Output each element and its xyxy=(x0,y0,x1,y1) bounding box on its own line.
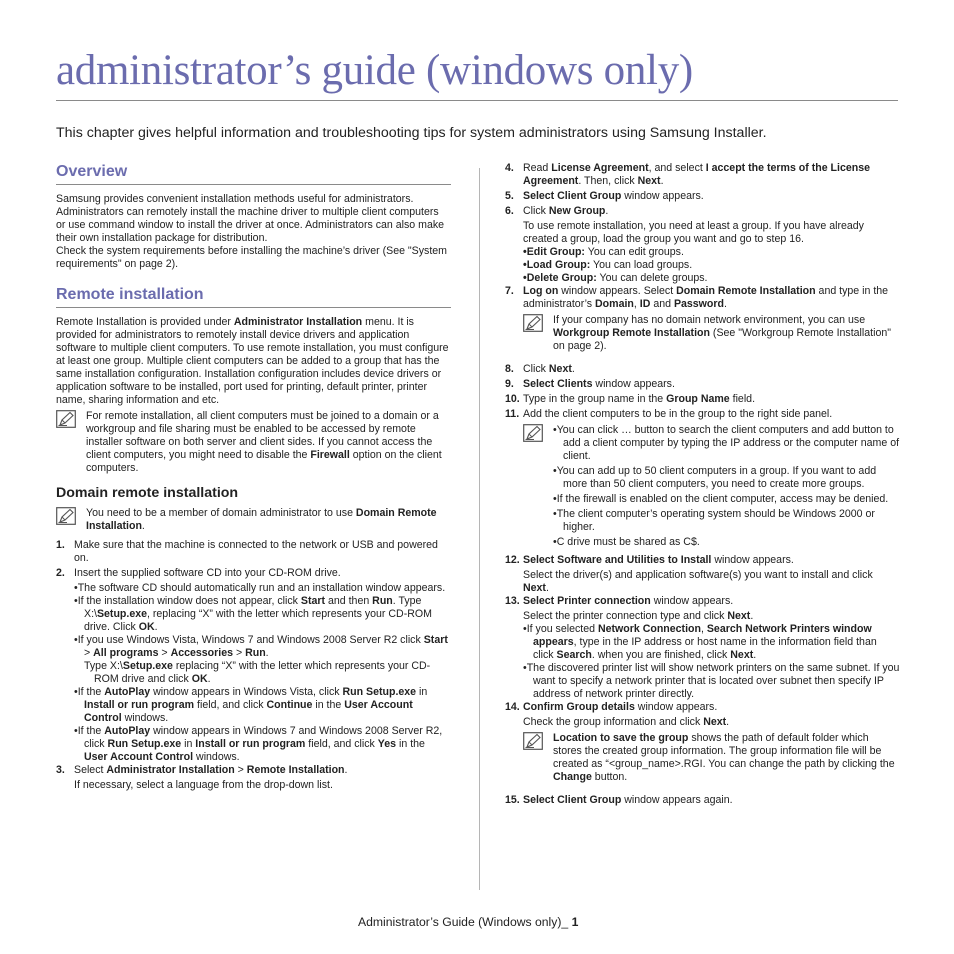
note-step-14 xyxy=(505,732,900,784)
column-divider xyxy=(479,168,480,890)
note-pencil-icon xyxy=(523,732,543,750)
step-14-detail: Check the group information and click Next. xyxy=(523,716,730,728)
step-2-bullet-1: •The software CD should automatically run and an installation window appears. xyxy=(74,582,446,594)
step-2-bullet-3: •If you use Windows Vista, Windows 7 and Windows 2008 Server R2 click Start > All programs > Accessories > Run. xyxy=(74,634,448,659)
step-1: 1. Make sure that the machine is connected to the network or USB and powered on. xyxy=(56,539,438,564)
note-pencil-icon xyxy=(523,314,543,332)
step-3: 3. Select Administrator Installation > Remote Installation. xyxy=(56,764,348,776)
step-2-bullet-3-continued: Type X:\Setup.exe replacing “X” with the letter which represents your CD-ROM drive and click OK. xyxy=(84,660,431,685)
step-13-detail: Select the printer connection type and click Next. xyxy=(523,610,754,622)
page-number: 1 xyxy=(571,915,579,929)
note-step-11 xyxy=(505,424,900,551)
step-2-bullet-2: •If the installation window does not appear, click Start and then Run. Type X:\Setup.exe, replacing “X” with the letter which represents your CD-ROM drive. Click OK. xyxy=(74,595,432,633)
note-step-7 xyxy=(505,314,900,353)
note-pencil-icon xyxy=(56,410,76,428)
group-delete: •Delete Group: You can delete groups. xyxy=(523,272,708,284)
note-step-11-item-2: •You can add up to 50 client computers in a group. If you want to add more than 50 client computers, you need to create more groups. xyxy=(553,465,877,490)
note-step-11-item-4: •The client computer’s operating system should be Windows 2000 or higher. xyxy=(553,508,875,533)
overview-paragraph-1: Samsung provides convenient installation methods useful for administrators. Administrators can remotely install the machine driver to multiple client computers or use command window to install the driver at once. Administrators can also make their own installation package for distribution. xyxy=(56,193,445,244)
step-10: 10. Type in the group name in the Group Name field. xyxy=(505,393,756,405)
overview-heading: Overview xyxy=(56,162,451,185)
step-4: 4. Read License Agreement, and select I accept the terms of the License Agreement. Then, click Next. xyxy=(505,162,871,187)
step-15: 15. Select Client Group window appears again. xyxy=(505,794,733,806)
step-2-bullet-4: •If the AutoPlay window appears in Windows Vista, click Run Setup.exe in Install or run program field, and click Continue in the User Account Control windows. xyxy=(74,686,428,724)
step-13-bullet-2: •The discovered printer list will show network printers on the same subnet. If you want to specify a network printer that is located over subnet then specify IP address of network printer directly. xyxy=(523,662,900,700)
note-step-11-item-3: •If the firewall is enabled on the client computer, access may be denied. xyxy=(553,493,889,505)
step-6-detail: To use remote installation, you need at least a group. If you have already created a group, load the group you want and go to step 16. xyxy=(523,220,864,245)
note-remote-text: For remote installation, all client computers must be joined to a domain or a workgroup and file sharing must be enabled to be accessed by remote installer software on both server and client sides. If you cannot access the client computers, you might need to disable the Firewall option on the client computers. xyxy=(86,410,442,474)
remote-installation-paragraph: Remote Installation is provided under Administrator Installation menu. It is provided for administrators to remotely install device drivers and application software to multiple client computers. To use remote installation, you must configure at least one group. Multiple client computers can be added to a group that has the same installation configuration. Installation configuration includes device drivers or application software to be installed, port used for printing, default printer, printer name, sharing information and etc. xyxy=(56,316,449,406)
remote-installation-heading: Remote installation xyxy=(56,285,451,308)
step-2: 2. Insert the supplied software CD into your CD-ROM drive. xyxy=(56,567,341,579)
step-9: 9. Select Clients window appears. xyxy=(505,378,675,390)
note-step-14-text: Location to save the group shows the path of default folder which stores the created group information. The group information file will be created as “<group_name>.RGI. You can change the path by clicking the Change button. xyxy=(553,732,895,783)
step-12: 12. Select Software and Utilities to Install window appears. xyxy=(505,554,794,566)
note-step-11-list xyxy=(553,424,900,551)
left-column xyxy=(56,162,451,792)
note-step-11-item-5: •C drive must be shared as C$. xyxy=(553,536,700,548)
note-domain xyxy=(56,507,451,533)
step-5: 5. Select Client Group window appears. xyxy=(505,190,704,202)
step-7: 7. Log on window appears. Select Domain Remote Installation and type in the administrator’s Domain, ID and Password. xyxy=(505,285,889,310)
note-pencil-icon xyxy=(56,507,76,525)
note-step-7-text: If your company has no domain network environment, you can use Workgroup Remote Installation (See "Workgroup Remote Installation" on page 2). xyxy=(553,314,891,352)
step-6: 6. Click New Group. xyxy=(505,205,609,217)
page-title: administrator’s guide (windows only) xyxy=(56,47,693,94)
note-step-11-item-1: •You can click … button to search the client computers and add button to add a client computer by typing the IP address or the computer name of client. xyxy=(553,424,900,462)
group-load: •Load Group: You can load groups. xyxy=(523,259,693,271)
group-edit: •Edit Group: You can edit groups. xyxy=(523,246,684,258)
step-14: 14. Confirm Group details window appears. xyxy=(505,701,718,713)
title-rule xyxy=(56,100,898,101)
page-footer: Administrator’s Guide (Windows only)_ 1 xyxy=(358,915,579,929)
note-domain-text: You need to be a member of domain administrator to use Domain Remote Installation. xyxy=(86,507,437,532)
domain-remote-installation-heading: Domain remote installation xyxy=(56,485,239,501)
step-3-detail: If necessary, select a language from the drop-down list. xyxy=(74,779,333,791)
note-remote xyxy=(56,410,451,475)
step-2-bullet-5: •If the AutoPlay window appears in Windows 7 and Windows 2008 Server R2, click Run Setup.exe in Install or run program field, and click Yes in the User Account Control windows. xyxy=(74,725,443,763)
step-8: 8. Click Next. xyxy=(505,363,575,375)
step-11: 11. Add the client computers to be in the group to the right side panel. xyxy=(505,408,833,420)
step-13: 13. Select Printer connection window appears. xyxy=(505,595,734,607)
note-pencil-icon xyxy=(523,424,543,442)
step-13-bullet-1: •If you selected Network Connection, Search Network Printers window appears, type in the IP address or host name in the information field than click Search. when you are finished, click Next. xyxy=(523,623,877,661)
overview-paragraph-2: Check the system requirements before installing the machine’s driver (See "System requirements" on page 2). xyxy=(56,245,447,270)
step-12-detail: Select the driver(s) and application software(s) you want to install and click Next. xyxy=(523,569,873,594)
right-column xyxy=(505,162,900,809)
intro-text: This chapter gives helpful information and troubleshooting tips for system administrators using Samsung Installer. xyxy=(56,125,767,141)
